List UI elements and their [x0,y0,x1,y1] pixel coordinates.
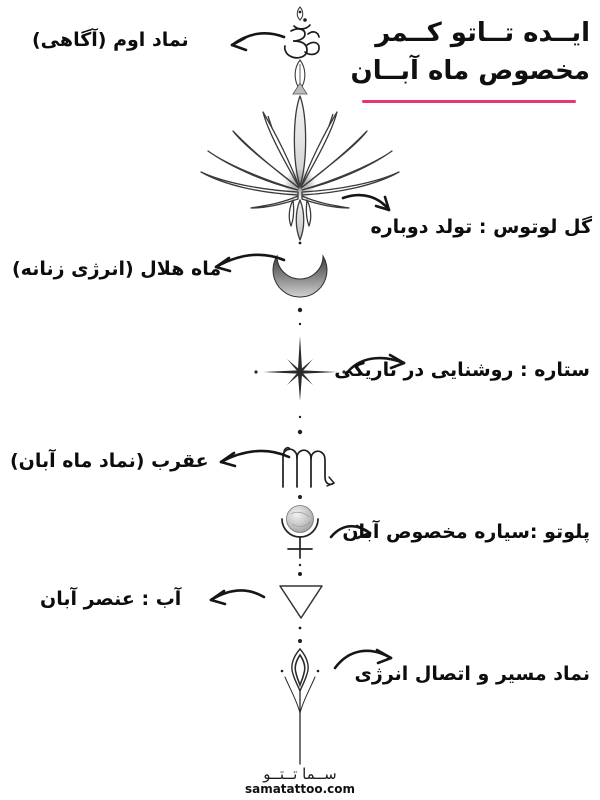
water-triangle-icon [280,586,322,618]
energy-path-icon [281,649,320,764]
spine-dots [298,242,302,643]
annotation-label-scorpio: عقرب (نماد ماه آبان) [10,450,209,472]
bud-ornament [293,60,307,94]
arrow-to-scorpio-label [221,451,289,466]
crescent-moon-icon [273,256,327,297]
sparkle-star-icon [254,336,345,401]
top-droplet-ornament [297,7,303,20]
title-line-2: مخصوص ماه آبــان [350,56,590,86]
title-line-1: ایــده تــاتو کــمر [375,18,590,48]
arrow-to-water-label [211,591,264,604]
annotation-label-energy: نماد مسیر و اتصال انرژی [354,663,590,685]
annotation-label-water: آب : عنصر آبان [40,588,182,610]
website-url: samatattoo.com [244,782,356,796]
pluto-icon [282,506,318,559]
om-icon [285,18,319,58]
annotation-label-pluto: پلوتو :سیاره مخصوص آبان [342,521,590,543]
title-underline [362,100,576,103]
arrow-to-lotus-label [343,195,389,210]
annotation-label-crescent: ماه هلال (انرژی زنانه) [12,258,222,280]
annotation-label-star: ستاره : روشنایی در تاریکی [334,359,590,381]
annotation-label-lotus: گل لوتوس : تولد دوباره [370,216,592,238]
lotus-icon [201,96,399,240]
annotation-label-om: نماد اوم (آگاهی) [32,29,189,51]
page-title [351,14,590,90]
arrow-to-om-label [232,33,284,50]
scorpio-icon [283,448,334,487]
brand-wordmark: ســما تــتــو [263,765,337,783]
